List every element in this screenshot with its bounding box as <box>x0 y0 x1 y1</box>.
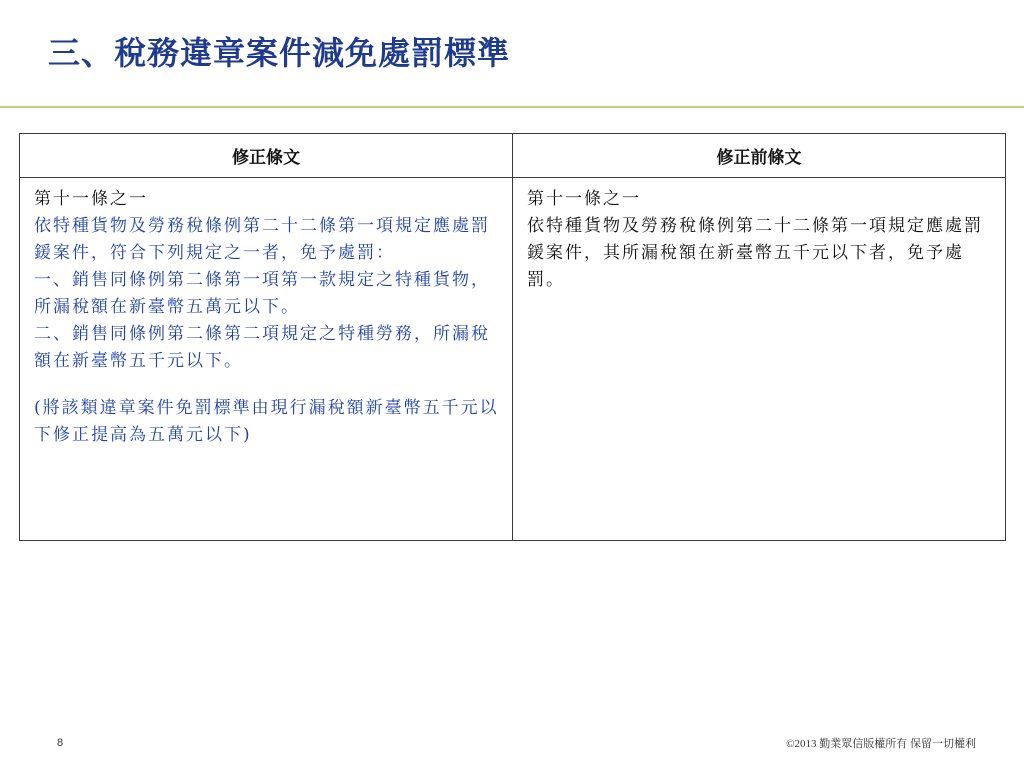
previous-article-number: 第十一條之一 <box>527 189 641 209</box>
page-title: 三、稅務違章案件減免處罰標準 <box>48 34 511 72</box>
amended-article-number: 第十一條之一 <box>34 189 148 209</box>
previous-provision-text: 依特種貨物及勞務稅條例第二十二條第一項規定應處罰鍰案件，其所漏稅額在新臺幣五千元以下者，免予處罰。 <box>527 216 983 290</box>
header-previous-provision: 修正前條文 <box>513 134 1006 178</box>
table-header-row <box>20 134 1006 178</box>
comparison-table <box>19 133 1006 541</box>
amended-provision-cell <box>20 178 513 541</box>
spacer <box>34 375 500 395</box>
table-row <box>20 178 1006 541</box>
page-number: 8 <box>57 737 64 749</box>
amendment-note: (將該類違章案件免罰標準由現行漏稅額新臺幣五千元以下修正提高為五萬元以下) <box>34 398 499 445</box>
header-amended-provision: 修正條文 <box>20 134 513 178</box>
amended-intro-text: 依特種貨物及勞務稅條例第二十二條第一項規定應處罰鍰案件，符合下列規定之一者，免予處罰： <box>34 216 490 263</box>
copyright-notice: ©2013 勤業眾信版權所有 保留一切權利 <box>786 738 976 750</box>
amended-item-1: 一、銷售同條例第二條第一項第一款規定之特種貨物，所漏稅額在新臺幣五萬元以下。 <box>34 270 490 317</box>
previous-provision-cell <box>513 178 1006 541</box>
amended-item-2: 二、銷售同條例第二條第二項規定之特種勞務，所漏稅額在新臺幣五千元以下。 <box>34 324 490 371</box>
title-divider <box>0 106 1024 108</box>
